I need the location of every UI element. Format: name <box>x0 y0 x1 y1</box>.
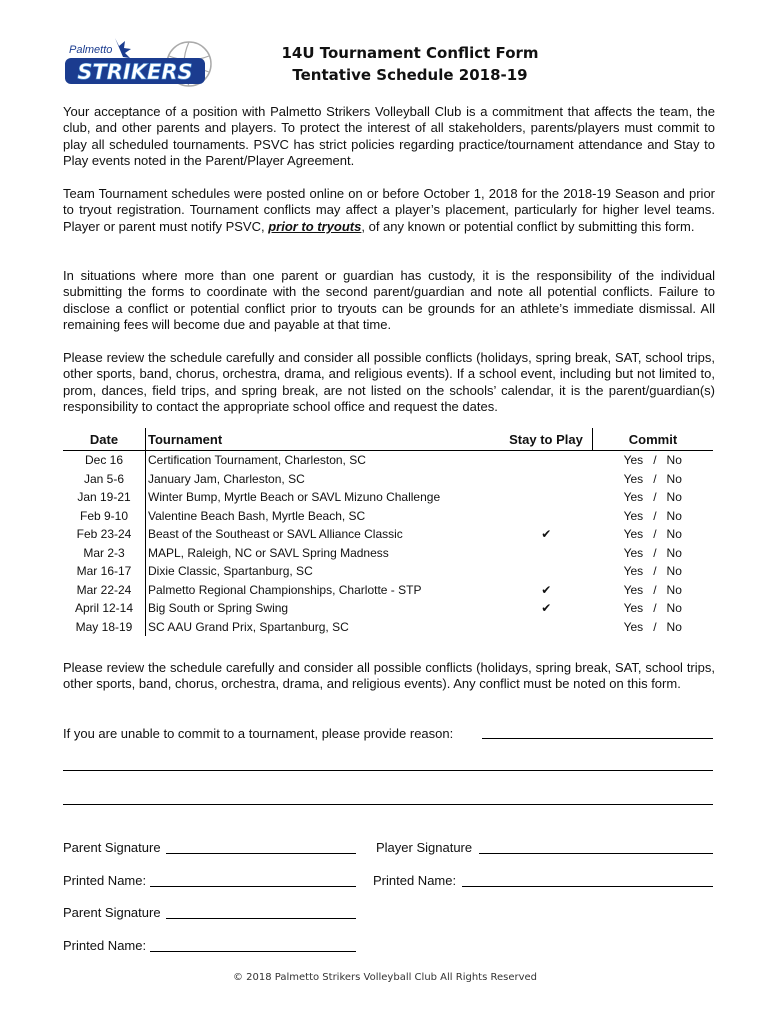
date-cell: Mar 2-3 <box>63 544 146 563</box>
commit-cell[interactable]: Yes / No <box>623 471 682 486</box>
date-cell: Mar 22-24 <box>63 581 146 600</box>
header-commit: Commit <box>593 428 714 451</box>
table-row <box>63 618 713 637</box>
tournament-cell: Dixie Classic, Spartanburg, SC <box>148 564 313 579</box>
paragraph-review: Please review the schedule carefully and consider all possible conflicts (holidays, spring break, SAT, school trips, other sports, band, chorus, orchestra, drama, and religious events). If a school event, including but not limited to, prom, dances, field trips, and spring break, are not listed on the schools’ calendar, it is the parent/guardian(s) responsibility to contact the appropriate school office and request the dates. <box>63 350 715 415</box>
svg-text:STRIKERS: STRIKERS <box>77 60 193 84</box>
date-cell: Mar 16-17 <box>63 562 146 581</box>
stay-to-play-cell: ✔ <box>541 601 552 616</box>
date-cell: Dec 16 <box>63 451 146 470</box>
player-signature-label: Player Signature <box>376 840 473 855</box>
reason-label: If you are unable to commit to a tournament, please provide reason: <box>63 726 454 741</box>
tournament-cell: Valentine Beach Bash, Myrtle Beach, SC <box>148 508 366 523</box>
parent-signature-label: Parent Signature <box>63 840 161 855</box>
header-tournament: Tournament <box>146 428 501 451</box>
tournament-cell: Certification Tournament, Charleston, SC <box>148 453 366 468</box>
footer-copyright: © 2018 Palmetto Strikers Volleyball Club All Rights Reserved <box>232 972 538 983</box>
parent-signature-label-2: Parent Signature <box>63 905 161 920</box>
tournament-cell: SC AAU Grand Prix, Spartanburg, SC <box>148 619 349 634</box>
table-row <box>63 470 713 489</box>
form-subtitle: Tentative Schedule 2018-19 <box>292 66 528 84</box>
stay-to-play-cell <box>500 507 593 526</box>
stay-to-play-cell <box>500 562 593 581</box>
tournament-cell: Winter Bump, Myrtle Beach or SAVL Mizuno Challenge <box>148 490 441 505</box>
form-title: 14U Tournament Conflict Form <box>281 44 539 62</box>
commit-cell[interactable]: Yes / No <box>623 527 682 542</box>
table-row <box>63 525 713 544</box>
date-cell: Feb 9-10 <box>63 507 146 526</box>
date-cell: Feb 23-24 <box>63 525 146 544</box>
paragraph-schedules: Team Tournament schedules were posted online on or before October 1, 2018 for the 2018-19 Season and prior to tryout registration. Tournament conflicts may affect a player’s placement, particularly for higher level teams. Player or parent must notify PSVC, prior to tryouts, of any known or potential conflict by submitting this form. <box>63 186 715 234</box>
table-row <box>63 451 713 470</box>
table-row <box>63 599 713 618</box>
date-cell: Jan 5-6 <box>63 470 146 489</box>
date-cell: May 18-19 <box>63 618 146 637</box>
stay-to-play-cell <box>500 470 593 489</box>
stay-to-play-cell: ✔ <box>541 582 552 597</box>
reason-line-1[interactable] <box>482 738 713 739</box>
tournament-cell: Palmetto Regional Championships, Charlotte - STP <box>148 582 422 597</box>
stay-to-play-cell <box>500 451 593 470</box>
printed-name-label-3: Printed Name: <box>63 938 147 953</box>
paragraph-acceptance: Your acceptance of a position with Palmetto Strikers Volleyball Club is a commitment that affects the team, the club, and other parents and players. To protect the interest of all stakeholders, parents/players must commit to play all scheduled tournaments. PSVC has strict policies regarding practice/tournament attendance and Stay to Play events noted in the Parent/Player Agreement. <box>63 104 715 169</box>
printed-name-label-2: Printed Name: <box>373 873 457 888</box>
table-row <box>63 581 713 600</box>
printed-name-field-1[interactable] <box>150 886 356 887</box>
commit-cell[interactable]: Yes / No <box>623 490 682 505</box>
parent-signature-field[interactable] <box>166 853 356 854</box>
table-row <box>63 507 713 526</box>
printed-name-label-1: Printed Name: <box>63 873 147 888</box>
tournament-cell: MAPL, Raleigh, NC or SAVL Spring Madness <box>148 545 389 560</box>
svg-text:Palmetto: Palmetto <box>69 44 113 56</box>
reason-line-3[interactable] <box>63 804 713 805</box>
parent-signature-field-2[interactable] <box>166 918 356 919</box>
table-row <box>63 488 713 507</box>
header-stay-to-play: Stay to Play <box>500 428 593 451</box>
commit-cell[interactable]: Yes / No <box>623 453 682 468</box>
prior-to-tryouts-emphasis: prior to tryouts <box>268 218 362 234</box>
table-row <box>63 562 713 581</box>
player-signature-field[interactable] <box>479 853 713 854</box>
table-header-row <box>63 428 713 451</box>
paragraph-review-note: Please review the schedule carefully and consider all possible conflicts (holidays, spring break, SAT, school trips, other sports, band, chorus, orchestra, drama, and religious events). Any conflict must be noted on this form. <box>63 660 715 692</box>
commit-cell[interactable]: Yes / No <box>623 564 682 579</box>
printed-name-field-3[interactable] <box>150 951 356 952</box>
date-cell: April 12-14 <box>63 599 146 618</box>
commit-cell[interactable]: Yes / No <box>623 508 682 523</box>
tournament-cell: Big South or Spring Swing <box>148 601 289 616</box>
stay-to-play-cell <box>500 618 593 637</box>
club-logo <box>63 36 213 92</box>
schedule-table <box>63 428 713 636</box>
printed-name-field-2[interactable] <box>462 886 713 887</box>
tournament-cell: Beast of the Southeast or SAVL Alliance Classic <box>148 527 403 542</box>
commit-cell[interactable]: Yes / No <box>623 582 682 597</box>
stay-to-play-cell <box>500 544 593 563</box>
stay-to-play-cell <box>500 488 593 507</box>
commit-cell[interactable]: Yes / No <box>623 619 682 634</box>
date-cell: Jan 19-21 <box>63 488 146 507</box>
header-date: Date <box>63 428 146 451</box>
reason-line-2[interactable] <box>63 770 713 771</box>
commit-cell[interactable]: Yes / No <box>623 545 682 560</box>
commit-cell[interactable]: Yes / No <box>623 601 682 616</box>
paragraph-custody: In situations where more than one parent or guardian has custody, it is the responsibility of the individual submitting the forms to coordinate with the second parent/guardian and note all potential conflicts. Failure to disclose a conflict or potential conflict prior to tryouts can be grounds for an athlete’s immediate dismissal. All remaining fees will become due and payable at that time. <box>63 268 715 333</box>
stay-to-play-cell: ✔ <box>541 527 552 542</box>
table-row <box>63 544 713 563</box>
tournament-cell: January Jam, Charleston, SC <box>148 471 305 486</box>
